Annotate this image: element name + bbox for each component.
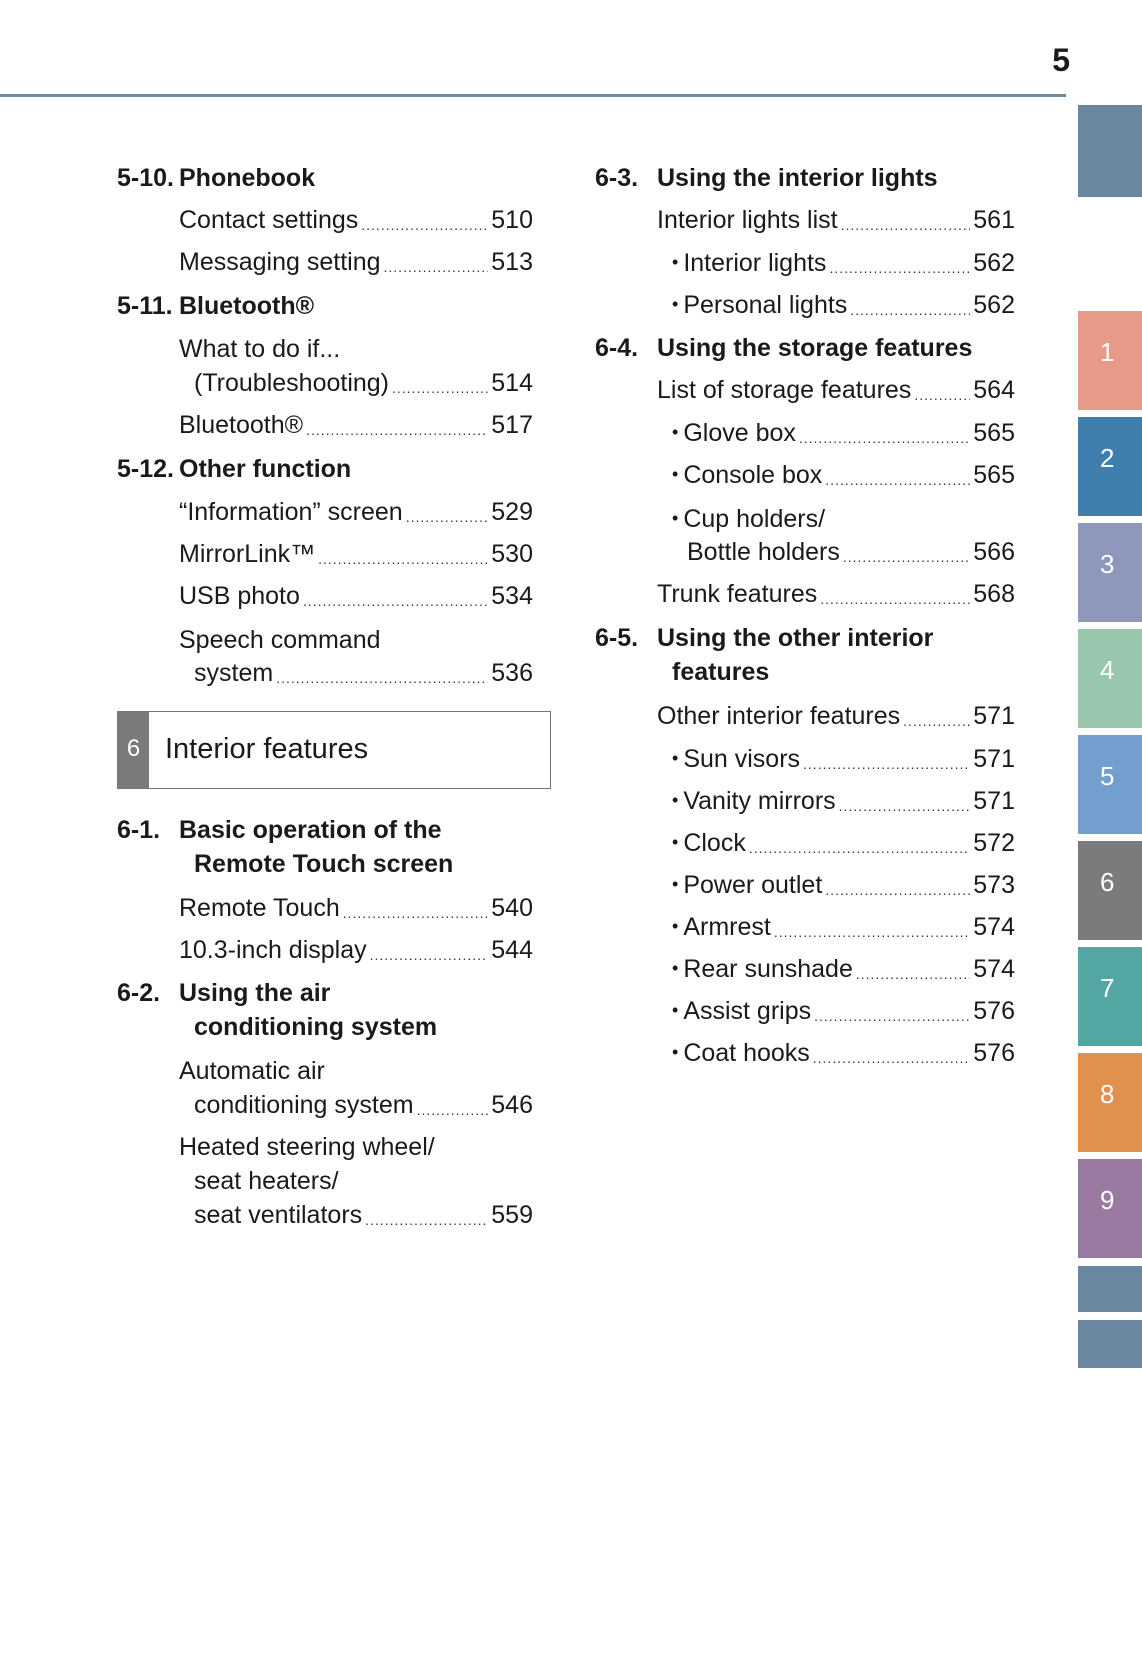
toc-entry-coat-hooks[interactable] [672,1035,1015,1070]
entry-page: 559 [491,1201,533,1229]
toc-entry-armrest[interactable] [672,909,1015,944]
toc-entry-heated-line1[interactable]: Heated steering wheel/ [179,1133,435,1161]
side-tab-2[interactable] [1078,417,1142,516]
entry-page: 514 [491,369,533,397]
leader-dots [903,709,970,733]
leader-dots [370,943,489,967]
toc-entry-troubleshooting[interactable] [194,366,533,400]
toc-entry-speech-command-system[interactable] [194,656,533,690]
page-number: 5 [1052,42,1070,78]
toc-entry-information-screen[interactable] [179,495,533,529]
entry-label: • Coat hooks [672,1035,810,1070]
entry-label: • Assist grips [672,993,811,1028]
toc-entry-interior-lights-list[interactable] [657,203,1015,237]
toc-entry-sun-visors[interactable] [672,741,1015,776]
toc-entry-assist-grips[interactable] [672,993,1015,1028]
toc-entry-display[interactable] [179,933,533,967]
tab-label: 4 [1100,655,1115,685]
entry-label: • Armrest [672,909,771,944]
toc-entry-console-box[interactable] [672,457,1015,492]
toc-entry-interior-lights[interactable] [672,245,1015,280]
side-tab-top[interactable] [1078,105,1142,197]
leader-dots [343,901,489,925]
side-tab-7[interactable] [1078,947,1142,1046]
section-title [179,813,533,881]
entry-page: 568 [973,580,1015,608]
section-number: 6-2. [117,979,161,1007]
section-title-line1: Using the air [179,979,331,1007]
toc-entry-speech-command-line1[interactable]: Speech command [179,626,381,654]
toc-entry-other-interior-features[interactable] [657,699,1015,733]
toc-entry-cup-holders-line1[interactable]: • Cup holders/ [672,501,825,536]
leader-dots [384,255,489,279]
entry-page: 565 [973,419,1015,447]
entry-label: Messaging setting [179,248,381,276]
side-tab-9[interactable] [1078,1159,1142,1258]
entry-page: 574 [973,955,1015,983]
entry-label: (Troubleshooting) [194,369,390,397]
toc-entry-what-to-do-line1[interactable]: What to do if... [179,335,341,363]
section-title [179,976,533,1044]
tab-label: 1 [1100,337,1115,367]
entry-page: 562 [973,249,1015,277]
leader-dots [829,256,970,280]
leader-dots [850,298,970,322]
entry-page: 529 [491,498,533,526]
entry-label: Other interior features [657,702,901,730]
leader-dots [318,547,488,571]
entry-page: 561 [973,206,1015,234]
leader-dots [774,920,970,944]
leader-dots [841,213,971,237]
entry-page: 574 [973,913,1015,941]
entry-page: 571 [973,702,1015,730]
tab-label: 2 [1100,443,1115,473]
chapter-title: Interior features [165,733,369,765]
entry-label: • Console box [672,457,822,492]
chapter-number: 6 [118,712,149,788]
tab-label: 5 [1100,761,1115,791]
tab-label: 9 [1100,1185,1115,1215]
entry-label: Bluetooth® [179,411,304,439]
entry-page: 536 [491,659,533,687]
toc-entry-personal-lights[interactable] [672,287,1015,322]
side-tab-1[interactable] [1078,311,1142,410]
entry-label: USB photo [179,582,300,610]
entry-label: Bottle holders [687,538,840,566]
toc-entry-mirrorlink[interactable] [179,537,533,571]
leader-dots [825,468,970,492]
entry-page: 566 [973,538,1015,566]
entry-label: • Vanity mirrors [672,783,836,818]
toc-entry-usb-photo[interactable] [179,579,533,613]
side-tab-index[interactable] [1078,1266,1142,1312]
entry-label: • Interior lights [672,245,826,280]
leader-dots [306,418,488,442]
section-title-line1: Using the other interior [657,624,934,652]
tab-label: 7 [1100,973,1115,1003]
section-title: Using the storage features [657,334,973,362]
entry-label: Trunk features [657,580,818,608]
toc-entry-vanity-mirrors[interactable] [672,783,1015,818]
section-title [657,621,1015,689]
toc-entry-seat-ventilators[interactable] [194,1198,533,1232]
toc-entry-heated-line2[interactable]: seat heaters/ [194,1167,339,1195]
entry-label: • Power outlet [672,867,822,902]
entry-page: 573 [973,871,1015,899]
section-number: 6-5. [595,624,639,652]
tab-label: 3 [1100,549,1115,579]
leader-dots [749,836,970,860]
section-title: Bluetooth® [179,292,315,320]
toc-entry-clock[interactable] [672,825,1015,860]
header-rule [0,94,1066,97]
section-title-line1: Basic operation of the [179,816,442,844]
section-title-line2: conditioning system [194,1013,438,1041]
chapter-heading[interactable] [117,711,551,789]
toc-entry-bottle-holders[interactable] [687,535,1015,569]
section-title: Using the interior lights [657,164,938,192]
side-tab-8[interactable] [1078,1053,1142,1152]
entry-label: List of storage features [657,376,912,404]
section-title: Phonebook [179,164,316,192]
entry-label: 10.3-inch display [179,936,367,964]
entry-label: conditioning system [194,1091,414,1119]
entry-page: 571 [973,787,1015,815]
entry-page: 565 [973,461,1015,489]
entry-page: 576 [973,997,1015,1025]
side-tab-5[interactable] [1078,735,1142,834]
leader-dots [843,545,970,569]
entry-label: • Glove box [672,415,796,450]
entry-label: “Information” screen [179,498,403,526]
entry-page: 540 [491,894,533,922]
toc-entry-automatic-air-line1[interactable]: Automatic air [179,1057,325,1085]
toc-entry-remote-touch[interactable] [179,891,533,925]
entry-label: Contact settings [179,206,359,234]
toc-entry-trunk-features[interactable] [657,577,1015,611]
side-tab-3[interactable] [1078,523,1142,622]
leader-dots [914,383,970,407]
section-number: 6-3. [595,164,639,192]
leader-dots [820,587,970,611]
entry-page: 530 [491,540,533,568]
leader-dots [799,426,970,450]
entry-page: 513 [491,248,533,276]
leader-dots [276,666,488,690]
entry-page: 564 [973,376,1015,404]
entry-page: 546 [491,1091,533,1119]
leader-dots [361,213,488,237]
leader-dots [839,794,971,818]
toc-entry-glove-box[interactable] [672,415,1015,450]
entry-page: 572 [973,829,1015,857]
entry-page: 534 [491,582,533,610]
leader-dots [814,1004,970,1028]
section-number: 6-4. [595,334,639,362]
entry-label: system [194,659,274,687]
entry-label: • Personal lights [672,287,847,322]
entry-page: 517 [491,411,533,439]
side-tab-last[interactable] [1078,1320,1142,1368]
toc-entry-rear-sunshade[interactable] [672,951,1015,986]
leader-dots [825,878,970,902]
entry-page: 562 [973,291,1015,319]
entry-page: 510 [491,206,533,234]
entry-page: 576 [973,1039,1015,1067]
tab-label: 6 [1100,867,1115,897]
leader-dots [856,962,970,986]
section-number: 6-1. [117,816,161,844]
section-title-line2: features [672,658,770,686]
leader-dots [803,752,970,776]
toc-entry-messaging-setting[interactable] [179,245,533,279]
entry-page: 544 [491,936,533,964]
toc-entry-bluetooth[interactable] [179,408,533,442]
leader-dots [365,1208,488,1232]
leader-dots [813,1046,971,1070]
section-number: 5-10. [117,164,174,192]
toc-entry-power-outlet[interactable] [672,867,1015,902]
side-tab-6[interactable] [1078,841,1142,940]
leader-dots [303,589,488,613]
leader-dots [417,1098,489,1122]
entry-label: Remote Touch [179,894,340,922]
side-tab-4[interactable] [1078,629,1142,728]
toc-entry-automatic-air-conditioning[interactable] [194,1088,533,1122]
leader-dots [392,376,488,400]
section-number: 5-12. [117,455,174,483]
entry-label: • Sun visors [672,741,800,776]
entry-label: • Clock [672,825,746,860]
entry-page: 571 [973,745,1015,773]
section-title-line2: Remote Touch screen [194,850,454,878]
section-title: Other function [179,455,352,483]
entry-label: MirrorLink™ [179,540,316,568]
entry-label: Interior lights list [657,206,838,234]
toc-entry-storage-features-list[interactable] [657,373,1015,407]
toc-entry-contact-settings[interactable] [179,203,533,237]
entry-label: • Rear sunshade [672,951,853,986]
leader-dots [406,505,489,529]
section-number: 5-11. [117,292,173,320]
entry-label: seat ventilators [194,1201,363,1229]
tab-label: 8 [1100,1079,1115,1109]
